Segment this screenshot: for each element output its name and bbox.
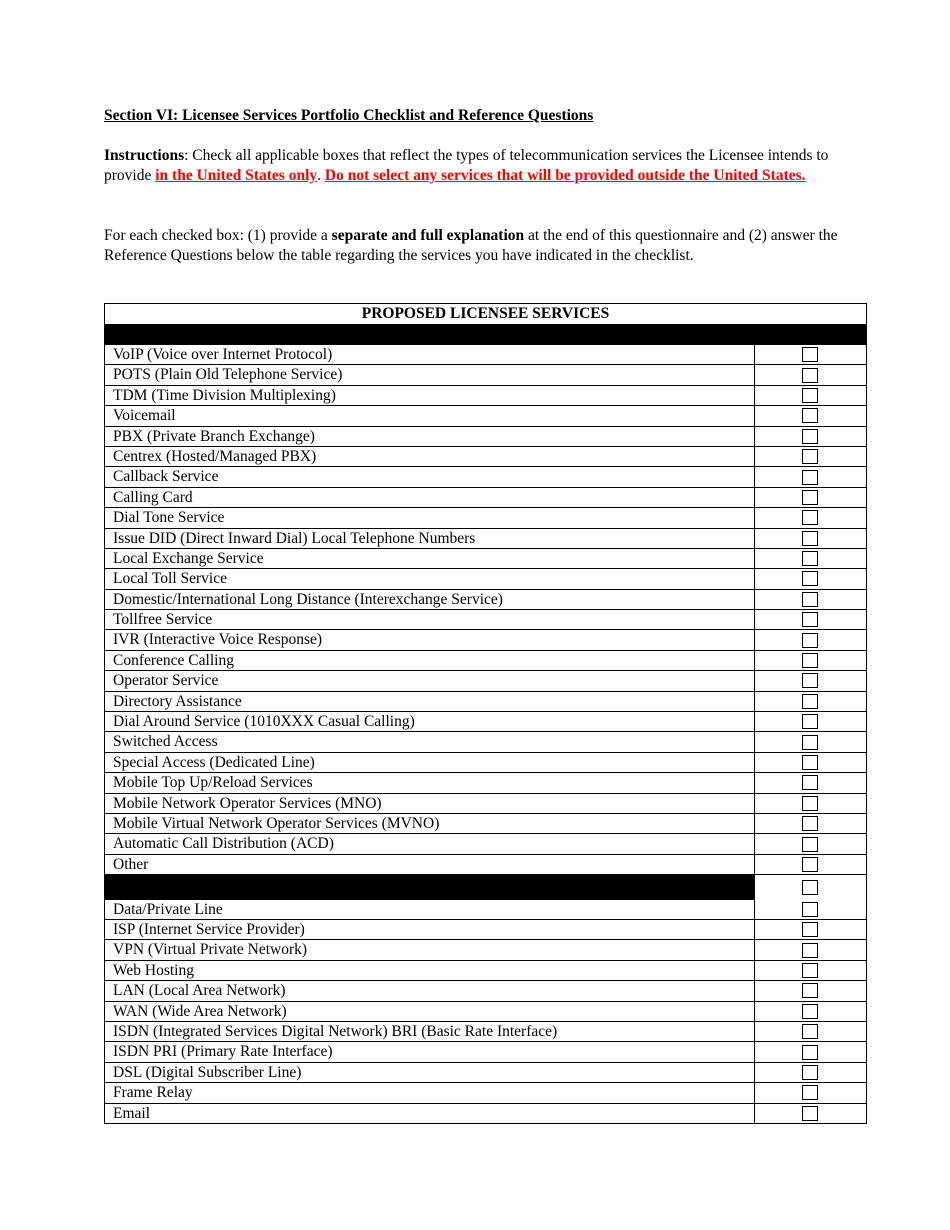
data-section-bar-row bbox=[105, 874, 866, 900]
table-row bbox=[105, 507, 866, 527]
instructions-text-a: : Check all applicable boxes that reflect the types of telecommunication services the Licensee intends to provide bbox=[104, 147, 829, 184]
instructions-red-a: in the United States only bbox=[155, 166, 318, 184]
service-label: IVR (Interactive Voice Response) bbox=[105, 630, 755, 649]
service-label: Switched Access bbox=[105, 732, 755, 751]
table-row bbox=[105, 919, 866, 939]
table-row bbox=[105, 854, 866, 874]
service-checkbox[interactable] bbox=[802, 1106, 818, 1121]
service-label: Mobile Top Up/Reload Services bbox=[105, 773, 755, 792]
service-checkbox[interactable] bbox=[802, 857, 818, 872]
table-row bbox=[105, 731, 866, 751]
service-label: Conference Calling bbox=[105, 651, 755, 670]
service-checkbox[interactable] bbox=[802, 653, 818, 668]
service-checkbox[interactable] bbox=[802, 551, 818, 566]
service-label: Callback Service bbox=[105, 467, 755, 486]
service-label: Local Toll Service bbox=[105, 569, 755, 588]
service-checkbox[interactable] bbox=[802, 943, 818, 958]
service-label: Data/Private Line bbox=[105, 900, 755, 919]
service-checkbox[interactable] bbox=[802, 694, 818, 709]
service-checkbox[interactable] bbox=[802, 775, 818, 790]
data-section-bar bbox=[105, 875, 755, 900]
service-checkbox[interactable] bbox=[802, 963, 818, 978]
service-checkbox[interactable] bbox=[802, 796, 818, 811]
table-row bbox=[105, 900, 866, 919]
service-label: Centrex (Hosted/Managed PBX) bbox=[105, 447, 755, 466]
section-title: Section VI: Licensee Services Portfolio Checklist and Reference Questions bbox=[104, 107, 594, 124]
service-label: POTS (Plain Old Telephone Service) bbox=[105, 365, 755, 384]
service-label: TDM (Time Division Multiplexing) bbox=[105, 386, 755, 405]
service-checkbox[interactable] bbox=[802, 633, 818, 648]
table-row bbox=[105, 1041, 866, 1061]
service-checkbox[interactable] bbox=[802, 922, 818, 937]
service-label: ISDN (Integrated Services Digital Network) BRI (Basic Rate Interface) bbox=[105, 1022, 755, 1041]
service-label: Operator Service bbox=[105, 671, 755, 690]
explanation-paragraph bbox=[104, 226, 864, 265]
service-label: Local Exchange Service bbox=[105, 549, 755, 568]
table-row bbox=[105, 793, 866, 813]
service-checkbox[interactable] bbox=[802, 1045, 818, 1060]
table-row bbox=[105, 589, 866, 609]
service-label: Dial Around Service (1010XXX Casual Calling) bbox=[105, 712, 755, 731]
service-checkbox[interactable] bbox=[802, 510, 818, 525]
instructions-label: Instructions bbox=[104, 147, 185, 164]
table-row bbox=[105, 426, 866, 446]
service-checkbox[interactable] bbox=[802, 368, 818, 383]
table-row bbox=[105, 466, 866, 486]
service-label: Mobile Network Operator Services (MNO) bbox=[105, 794, 755, 813]
table-row bbox=[105, 980, 866, 1000]
service-label: Calling Card bbox=[105, 488, 755, 507]
table-row bbox=[105, 772, 866, 792]
service-label: Other bbox=[105, 855, 755, 874]
service-checkbox[interactable] bbox=[802, 714, 818, 729]
service-checkbox[interactable] bbox=[802, 1024, 818, 1039]
table-row bbox=[105, 405, 866, 425]
table-row bbox=[105, 364, 866, 384]
para2-text-b: at the end of this questionnaire and (2) answer the Reference Questions below the table regarding the services you have indicated in the checklist. bbox=[104, 227, 838, 264]
service-label: Frame Relay bbox=[105, 1083, 755, 1102]
table-row bbox=[105, 939, 866, 959]
table-row bbox=[105, 629, 866, 649]
table-row bbox=[105, 487, 866, 507]
table-row bbox=[105, 528, 866, 548]
instructions-paragraph bbox=[104, 146, 864, 185]
table-row bbox=[105, 670, 866, 690]
service-checkbox[interactable] bbox=[802, 983, 818, 998]
service-checkbox[interactable] bbox=[802, 408, 818, 423]
table-row bbox=[105, 1001, 866, 1021]
service-checkbox[interactable] bbox=[802, 1065, 818, 1080]
para2-bold: separate and full explanation bbox=[331, 227, 525, 244]
service-checkbox[interactable] bbox=[802, 837, 818, 852]
service-label: Tollfree Service bbox=[105, 610, 755, 629]
service-label: Dial Tone Service bbox=[105, 508, 755, 527]
service-checkbox[interactable] bbox=[802, 816, 818, 831]
service-checkbox[interactable] bbox=[802, 902, 818, 917]
service-checkbox[interactable] bbox=[802, 1085, 818, 1100]
service-label: Automatic Call Distribution (ACD) bbox=[105, 834, 755, 853]
service-label: VPN (Virtual Private Network) bbox=[105, 940, 755, 959]
service-label: Web Hosting bbox=[105, 961, 755, 980]
service-checkbox[interactable] bbox=[802, 490, 818, 505]
table-row bbox=[105, 752, 866, 772]
voice-services-list bbox=[105, 345, 866, 874]
service-checkbox[interactable] bbox=[802, 531, 818, 546]
table-row bbox=[105, 1021, 866, 1041]
service-checkbox[interactable] bbox=[802, 470, 818, 485]
table-row bbox=[105, 813, 866, 833]
table-row bbox=[105, 446, 866, 466]
service-label: Domestic/International Long Distance (Interexchange Service) bbox=[105, 590, 755, 609]
service-checkbox[interactable] bbox=[802, 449, 818, 464]
table-row bbox=[105, 691, 866, 711]
table-row bbox=[105, 568, 866, 588]
service-checkbox[interactable] bbox=[802, 429, 818, 444]
table-row bbox=[105, 345, 866, 364]
table-row bbox=[105, 960, 866, 980]
service-label: Issue DID (Direct Inward Dial) Local Telephone Numbers bbox=[105, 529, 755, 548]
para2-text-a: For each checked box: (1) provide a bbox=[104, 227, 332, 244]
table-row bbox=[105, 548, 866, 568]
table-row bbox=[105, 1082, 866, 1102]
data-services-list bbox=[105, 900, 866, 1123]
services-table bbox=[104, 303, 867, 1124]
service-checkbox[interactable] bbox=[802, 612, 818, 627]
service-label: Directory Assistance bbox=[105, 692, 755, 711]
service-label: LAN (Local Area Network) bbox=[105, 981, 755, 1000]
service-checkbox[interactable] bbox=[802, 347, 818, 362]
service-label: Mobile Virtual Network Operator Services (MVNO) bbox=[105, 814, 755, 833]
instructions-red-b: Do not select any services that will be provided outside the United States. bbox=[324, 166, 806, 184]
table-header: PROPOSED LICENSEE SERVICES bbox=[105, 304, 866, 325]
table-row bbox=[105, 1062, 866, 1082]
service-label: Email bbox=[105, 1104, 755, 1123]
service-checkbox[interactable] bbox=[802, 735, 818, 750]
table-row bbox=[105, 833, 866, 853]
service-checkbox[interactable] bbox=[802, 592, 818, 607]
service-label: ISDN PRI (Primary Rate Interface) bbox=[105, 1042, 755, 1061]
voice-section-bar bbox=[105, 325, 866, 345]
instructions-text-b: . bbox=[317, 166, 325, 184]
data-section-checkbox[interactable] bbox=[802, 880, 818, 895]
table-row bbox=[105, 650, 866, 670]
service-checkbox[interactable] bbox=[802, 1004, 818, 1019]
service-label: WAN (Wide Area Network) bbox=[105, 1002, 755, 1021]
table-row bbox=[105, 609, 866, 629]
service-label: Special Access (Dedicated Line) bbox=[105, 753, 755, 772]
service-label: ISP (Internet Service Provider) bbox=[105, 920, 755, 939]
service-label: Voicemail bbox=[105, 406, 755, 425]
table-row bbox=[105, 1103, 866, 1123]
service-checkbox[interactable] bbox=[802, 673, 818, 688]
table-row bbox=[105, 385, 866, 405]
table-row bbox=[105, 711, 866, 731]
service-label: PBX (Private Branch Exchange) bbox=[105, 427, 755, 446]
service-label: VoIP (Voice over Internet Protocol) bbox=[105, 345, 755, 364]
service-checkbox[interactable] bbox=[802, 755, 818, 770]
service-checkbox[interactable] bbox=[802, 388, 818, 403]
service-label: DSL (Digital Subscriber Line) bbox=[105, 1063, 755, 1082]
service-checkbox[interactable] bbox=[802, 571, 818, 586]
